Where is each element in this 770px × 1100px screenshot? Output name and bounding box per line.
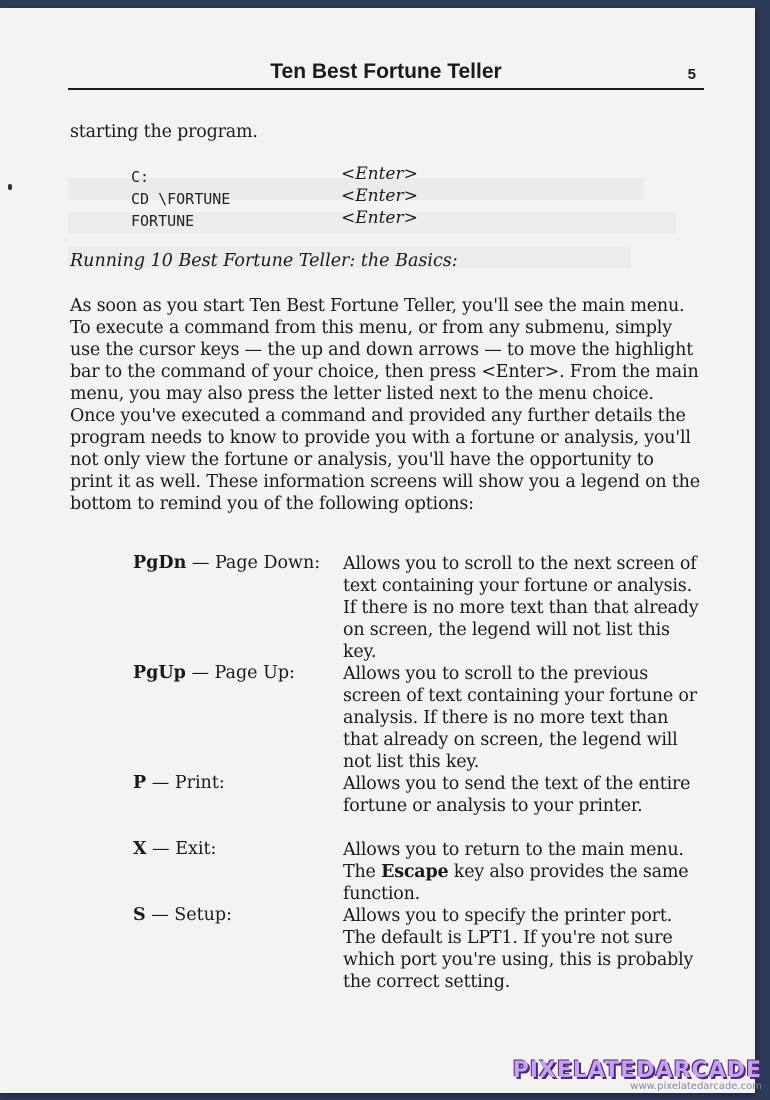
intro-line: starting the program. <box>70 122 258 142</box>
enter-key-2: <Enter> <box>341 186 418 206</box>
page-title: Ten Best Fortune Teller <box>270 60 502 83</box>
option-description-text: Allows you to return to the main menu. The <box>343 840 684 882</box>
manual-page <box>0 8 755 1093</box>
option-description: Allows you to scroll to the previous screen of text containing your fortune or analysis. If there is no more text than that already on screen, the legend will not list this key. <box>343 664 697 772</box>
page-number: 5 <box>687 66 696 83</box>
option-label: — Setup: <box>151 905 233 925</box>
option-key: X <box>133 839 147 859</box>
option-description: Allows you to send the text of the entire fortune or analysis to your printer. <box>343 774 691 816</box>
option-label: — Page Up: <box>191 663 295 683</box>
option-pgup <box>133 663 295 683</box>
command-line-3: FORTUNE <box>131 212 195 230</box>
option-key: S <box>133 905 146 925</box>
watermark-title: PIXELATEDARCADE <box>512 1058 762 1083</box>
option-description <box>343 839 708 905</box>
body-paragraph: As soon as you start Ten Best Fortune Teller, you'll see the main menu. To execute a command from this menu, or from any submenu, simply use the cursor keys — the up and down arrows — to move the highlight bar to the command of your choice, then press <Enter>. From the main menu, you may also press the letter listed next to the menu choice. Once you've executed a command and provided any further details the program needs to know to provide you with a fortune or analysis, you'll not only view the fortune or analysis, you'll have the opportunity to print it as well. These information screens will show you a legend on the bottom to remind you of the following options: <box>70 296 700 514</box>
command-line-1: C: <box>131 168 150 186</box>
option-label: — Exit: <box>152 839 217 859</box>
enter-key-1: <Enter> <box>341 164 418 184</box>
escape-key: Escape <box>381 862 449 882</box>
option-description-text: key also provides the same function. <box>343 862 689 904</box>
option-setup <box>133 905 232 925</box>
command-line-2: CD \FORTUNE <box>131 190 231 208</box>
option-key: PgDn <box>133 553 187 573</box>
option-key: P <box>133 773 147 793</box>
option-description: Allows you to scroll to the next screen of text containing your fortune or analysis. If there is no more text than that already on screen, the legend will not list this key. <box>343 554 699 662</box>
option-label: — Print: <box>151 773 225 793</box>
option-print <box>133 773 225 793</box>
option-pgdn <box>133 553 320 573</box>
option-label: — Page Down: <box>191 553 321 573</box>
page-header <box>68 56 704 90</box>
scan-mark <box>8 184 12 190</box>
site-watermark <box>513 1058 762 1092</box>
section-heading: Running 10 Best Fortune Teller: the Basics: <box>70 251 458 271</box>
watermark-url: www.pixelatedarcade.com <box>630 1081 762 1092</box>
option-description: Allows you to specify the printer port. The default is LPT1. If you're not sure which port you're using, this is probably the correct setting. <box>343 906 694 992</box>
option-key: PgUp <box>133 663 186 683</box>
option-exit <box>133 839 216 859</box>
enter-key-3: <Enter> <box>341 208 418 228</box>
